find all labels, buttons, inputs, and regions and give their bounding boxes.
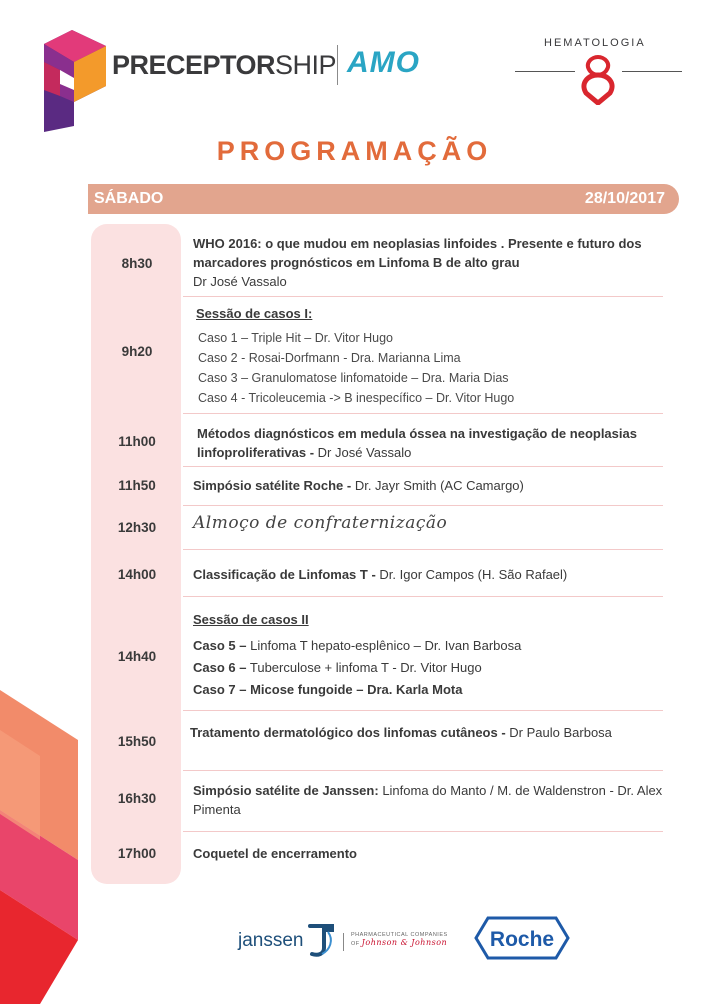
entry-title: Simpósio satélite Roche - (193, 478, 352, 493)
schedule-time: 11h00 (118, 434, 156, 449)
hematologia-drop-icon (574, 53, 622, 105)
janssen-logo-icon (306, 922, 336, 958)
day-date: 28/10/2017 (584, 190, 665, 207)
preceptorship-logo-icon (44, 30, 106, 132)
schedule-time: 12h30 (117, 520, 157, 535)
page-title: PROGRAMAÇÃO (216, 136, 493, 166)
schedule-entry (193, 304, 673, 408)
entry-speaker: Dr José Vassalo (193, 274, 287, 289)
time-column (91, 224, 181, 884)
case-item: Caso 1 – Triple Hit – Dr. Vitor Hugo (198, 331, 393, 345)
entry-speaker: Dr Paulo Barbosa (509, 725, 612, 740)
hematologia-label: HEMATOLOGIA (544, 37, 646, 49)
pharma-companies-text: PHARMACEUTICAL COMPANIES OF Johnson & Johnson (351, 932, 448, 947)
schedule-entry (197, 424, 677, 462)
schedule-entry (193, 234, 673, 291)
entry-title: Sessão de casos II (193, 612, 309, 627)
schedule-time: 17h00 (117, 846, 157, 861)
schedule-entry (193, 610, 673, 701)
schedule-entry (193, 844, 673, 863)
row-divider (183, 831, 663, 832)
brand-divider (337, 45, 338, 85)
brand-name: PRECEPTORSHIP (112, 50, 337, 80)
case-item: Caso 6 – Tuberculose + linfoma T - Dr. Vitor Hugo (193, 660, 482, 675)
schedule-entry (193, 476, 673, 495)
decorative-shapes (0, 690, 90, 1004)
day-bar (88, 184, 679, 214)
row-divider (183, 596, 663, 597)
case-item: Caso 5 – Linfoma T hepato-esplênico – Dr. Ivan Barbosa (193, 638, 522, 653)
entry-title: WHO 2016: o que mudou em neoplasias linfoides . Presente e futuro dos marcadores prognósticos em Linfoma B de alto grau (193, 236, 642, 270)
row-divider (183, 413, 663, 414)
schedule-entry (193, 565, 673, 584)
row-divider (183, 505, 663, 506)
entry-speaker: Dr José Vassalo (317, 445, 412, 460)
case-item: Caso 2 - Rosai-Dorfmann - Dra. Marianna Lima (198, 351, 461, 365)
schedule-time: 14h40 (117, 649, 157, 664)
entry-title: Métodos diagnósticos em medula óssea na investigação de neoplasias linfoproliferativas - (197, 426, 637, 460)
svg-text:Roche: Roche (489, 928, 555, 951)
roche-logo (474, 914, 570, 962)
schedule-time: 11h50 (118, 478, 156, 493)
day-label: SÁBADO (94, 190, 164, 207)
sponsor-divider (343, 933, 344, 951)
schedule-time: 9h20 (121, 344, 153, 359)
entry-title: Tratamento dermatológico dos linfomas cutâneos - (190, 725, 506, 740)
hematologia-line-right (622, 71, 682, 72)
entry-title: Simpósio satélite de Janssen: (193, 783, 379, 798)
entry-title: Classificação de Linfomas T - (193, 567, 376, 582)
schedule-time: 16h30 (117, 791, 157, 806)
schedule-time: 14h00 (117, 567, 157, 582)
entry-title: Coquetel de encerramento (193, 846, 357, 861)
row-divider (183, 770, 663, 771)
entry-speaker: Linfoma do Manto / M. de Waldenstron - Dr. Alex Pimenta (193, 783, 663, 817)
entry-title: Almoço de confraternização (193, 513, 448, 533)
case-item: Caso 3 – Granulomatose linfomatoide – Dra. Maria Dias (198, 371, 509, 385)
entry-speaker: Dr. Igor Campos (H. São Rafael) (379, 567, 568, 582)
entry-speaker: Dr. Jayr Smith (AC Camargo) (354, 478, 524, 493)
brand-amo: AMO (347, 46, 420, 79)
schedule-entry (193, 781, 673, 819)
hematologia-line-left (515, 71, 575, 72)
case-item: Caso 4 - Tricoleucemia -> B inespecífico – Dr. Vitor Hugo (198, 391, 515, 405)
schedule-entry (190, 723, 670, 742)
schedule-time: 15h50 (117, 734, 157, 749)
schedule-time: 8h30 (121, 256, 153, 271)
row-divider (183, 296, 663, 297)
janssen-logo-text: janssen (238, 930, 304, 951)
case-item: Caso 7 – Micose fungoide – Dra. Karla Mota (193, 682, 463, 697)
entry-title: Sessão de casos I: (196, 306, 313, 321)
row-divider (183, 549, 663, 550)
row-divider (183, 710, 663, 711)
row-divider (183, 466, 663, 467)
